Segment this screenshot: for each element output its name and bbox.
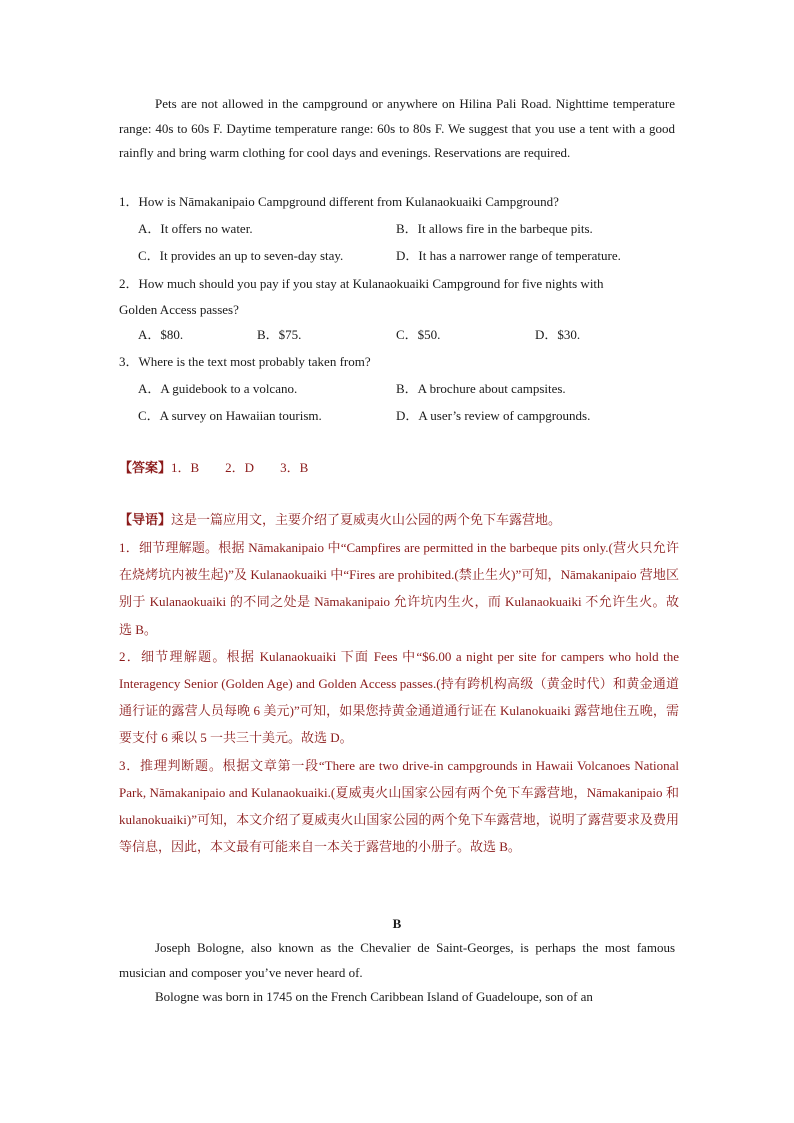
explanation-1: 1．细节理解题。根据 Nāmakanipaio 中“Campfires are permitted in the barbeque pits only.(营火只允许在烧烤坑内被生起)”及 Kulanaokuaiki 中“Fires are prohibited.(禁止生火)”可知，Nāmakanipaio 营地区别于 Kulanaokuaiki 的不同之处是 Nāmakanipaio 允许坑内生火，而 Kulanaokuaiki 不允许生火。故选 B。 — [119, 540, 679, 637]
question-1-stem: 1．How is Nāmakanipaio Campground different from Kulanaokuaiki Campground? — [119, 194, 559, 209]
intro-paragraph: Pets are not allowed in the campground or anywhere on Hilina Pali Road. Nighttime temperature range: 40s to 60s F. Daytime temperature range: 60s to 80s F. We suggest that you use a tent with a good rainfly and bring warm clothing for cool days and evenings. Reservations are required. — [119, 96, 675, 160]
question-2-stem-continued: Golden Access passes? — [119, 302, 239, 317]
explanation-3: 3．推理判断题。根据文章第一段“There are two drive-in campgrounds in Hawaii Volcanoes National Park, Nāmakanipaio and Kulanaokuaiki.(夏威夷火山国家公园有两个免下车露营地，Nāmakanipaio 和 kulanokuaiki)”可知，本文介绍了夏威夷火山国家公园的两个免下车露营地，说明了露营要求及费用等信息，因此，本文最有可能来自一本关于露营地的小册子。故选 B。 — [119, 757, 679, 855]
question-3-stem: 3．Where is the text most probably taken from? — [119, 354, 371, 369]
section-b-title: B — [392, 916, 402, 931]
section-b-paragraph-2: Bologne was born in 1745 on the French Caribbean Island of Guadeloupe, son of an — [155, 989, 593, 1004]
answer-label: 【答案】 — [119, 460, 172, 475]
question-3-option-d: D．A user’s review of campgrounds. — [396, 408, 591, 423]
section-b-body — [119, 936, 675, 1010]
explanation-2: 2．细节理解题。根据 Kulanaokuaiki 下面 Fees 中“$6.00 a night per site for campers who hold the Interagency Senior (Golden Age) and Golden Access passes.(持有跨机构高级（黄金时代）和黄金通道通行证的露营人员每晚 6 美元)”可知，如果您持黄金通道通行证在 Kulanokuaiki 露营地住五晚，需要支付 6 乘以 5 一共三十美元。故选 D。 — [119, 648, 679, 746]
question-2-option-d: D．$30. — [535, 327, 581, 342]
question-2-option-c: C．$50. — [396, 327, 441, 342]
section-b-paragraph-1: Joseph Bologne, also known as the Chevalier de Saint-Georges, is perhaps the most famous musician and composer you’ve never heard of. — [119, 940, 675, 980]
answer-text: 1．B 2．D 3．B — [171, 460, 309, 475]
question-1-option-c: C．It provides an up to seven-day stay. — [138, 248, 344, 263]
question-1-option-d: D．It has a narrower range of temperature. — [396, 248, 621, 263]
intro-paragraph-block — [119, 92, 675, 166]
guide-label: 【导语】 — [119, 512, 172, 527]
guide-line — [119, 512, 561, 528]
question-2-option-b: B．$75. — [257, 327, 302, 342]
question-3-option-c: C．A survey on Hawaiian tourism. — [138, 408, 322, 423]
question-3-option-a: A．A guidebook to a volcano. — [138, 381, 298, 396]
question-3-option-b: B．A brochure about campsites. — [396, 381, 566, 396]
question-1-option-b: B．It allows fire in the barbeque pits. — [396, 221, 593, 236]
explanation-block — [119, 534, 679, 860]
question-1-option-a: A．It offers no water. — [138, 221, 253, 236]
answer-line — [119, 460, 308, 476]
guide-text: 这是一篇应用文，主要介绍了夏威夷火山公园的两个免下车露营地。 — [171, 512, 562, 527]
question-2-stem: 2．How much should you pay if you stay at Kulanaokuaiki Campground for five nights with — [119, 276, 604, 291]
question-2-option-a: A．$80. — [138, 327, 184, 342]
